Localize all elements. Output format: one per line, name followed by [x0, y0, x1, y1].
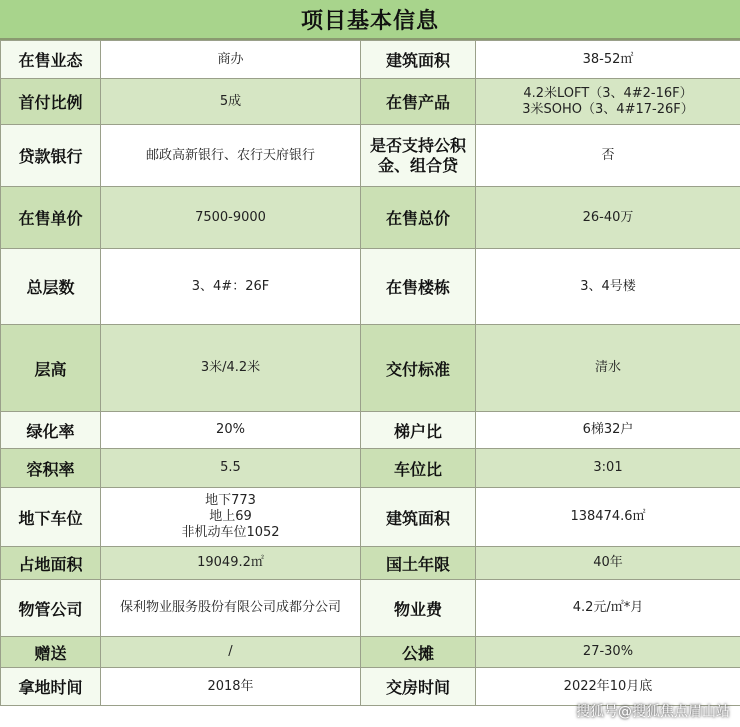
row-label: 总层数 [1, 249, 101, 325]
row-label: 建筑面积 [361, 41, 476, 79]
row-value: 38-52㎡ [476, 41, 740, 79]
table-row [1, 41, 740, 79]
row-value: 商办 [101, 41, 361, 79]
row-value: 4.2元/㎡*月 [476, 580, 740, 637]
table-row [1, 488, 740, 547]
row-value: 地下773 地上69 非机动车位1052 [101, 488, 361, 547]
watermark-text: 搜狐号@搜狐焦点眉山站 [576, 704, 730, 720]
row-label: 在售总价 [361, 187, 476, 249]
table-row [1, 547, 740, 580]
row-value: 3米/4.2米 [101, 325, 361, 412]
row-label: 在售业态 [1, 41, 101, 79]
row-label: 交付标准 [361, 325, 476, 412]
row-value: / [101, 637, 361, 668]
row-label: 拿地时间 [1, 668, 101, 706]
table-row [1, 580, 740, 637]
table-row [1, 125, 740, 187]
page-title: 项目基本信息 [300, 8, 439, 34]
row-label: 是否支持公积 金、组合贷 [361, 125, 476, 187]
row-label: 赠送 [1, 637, 101, 668]
row-label: 贷款银行 [1, 125, 101, 187]
row-label: 车位比 [361, 449, 476, 488]
row-value: 3、4#：26F [101, 249, 361, 325]
table-row [1, 668, 740, 706]
row-label: 公摊 [361, 637, 476, 668]
table-row [1, 79, 740, 125]
row-label: 在售单价 [1, 187, 101, 249]
row-label: 绿化率 [1, 412, 101, 449]
title-bar [0, 0, 740, 40]
row-label: 梯户比 [361, 412, 476, 449]
row-value: 40年 [476, 547, 740, 580]
project-info-table [0, 40, 740, 706]
row-label: 交房时间 [361, 668, 476, 706]
row-value: 2018年 [101, 668, 361, 706]
table-row [1, 637, 740, 668]
row-label: 在售产品 [361, 79, 476, 125]
row-value: 2022年10月底 [476, 668, 740, 706]
row-value: 5.5 [101, 449, 361, 488]
row-label: 在售楼栋 [361, 249, 476, 325]
table-row [1, 187, 740, 249]
row-value: 4.2米LOFT（3、4#2-16F） 3米SOHO（3、4#17-26F） [476, 79, 740, 125]
row-value: 7500-9000 [101, 187, 361, 249]
row-value: 20% [101, 412, 361, 449]
row-label: 层高 [1, 325, 101, 412]
row-value: 27-30% [476, 637, 740, 668]
row-label: 地下车位 [1, 488, 101, 547]
row-value: 3、4号楼 [476, 249, 740, 325]
row-value: 否 [476, 125, 740, 187]
row-value: 邮政高新银行、农行天府银行 [101, 125, 361, 187]
table-row [1, 249, 740, 325]
table-row [1, 325, 740, 412]
row-value: 19049.2㎡ [101, 547, 361, 580]
row-label: 物管公司 [1, 580, 101, 637]
row-value: 6梯32户 [476, 412, 740, 449]
row-label: 占地面积 [1, 547, 101, 580]
row-label: 物业费 [361, 580, 476, 637]
row-label: 国土年限 [361, 547, 476, 580]
row-label: 首付比例 [1, 79, 101, 125]
table-row [1, 449, 740, 488]
row-value: 保利物业服务股份有限公司成都分公司 [101, 580, 361, 637]
row-value: 5成 [101, 79, 361, 125]
table-row [1, 412, 740, 449]
row-label: 容积率 [1, 449, 101, 488]
row-value: 清水 [476, 325, 740, 412]
row-label: 建筑面积 [361, 488, 476, 547]
row-value: 3:01 [476, 449, 740, 488]
row-value: 138474.6㎡ [476, 488, 740, 547]
row-value: 26-40万 [476, 187, 740, 249]
